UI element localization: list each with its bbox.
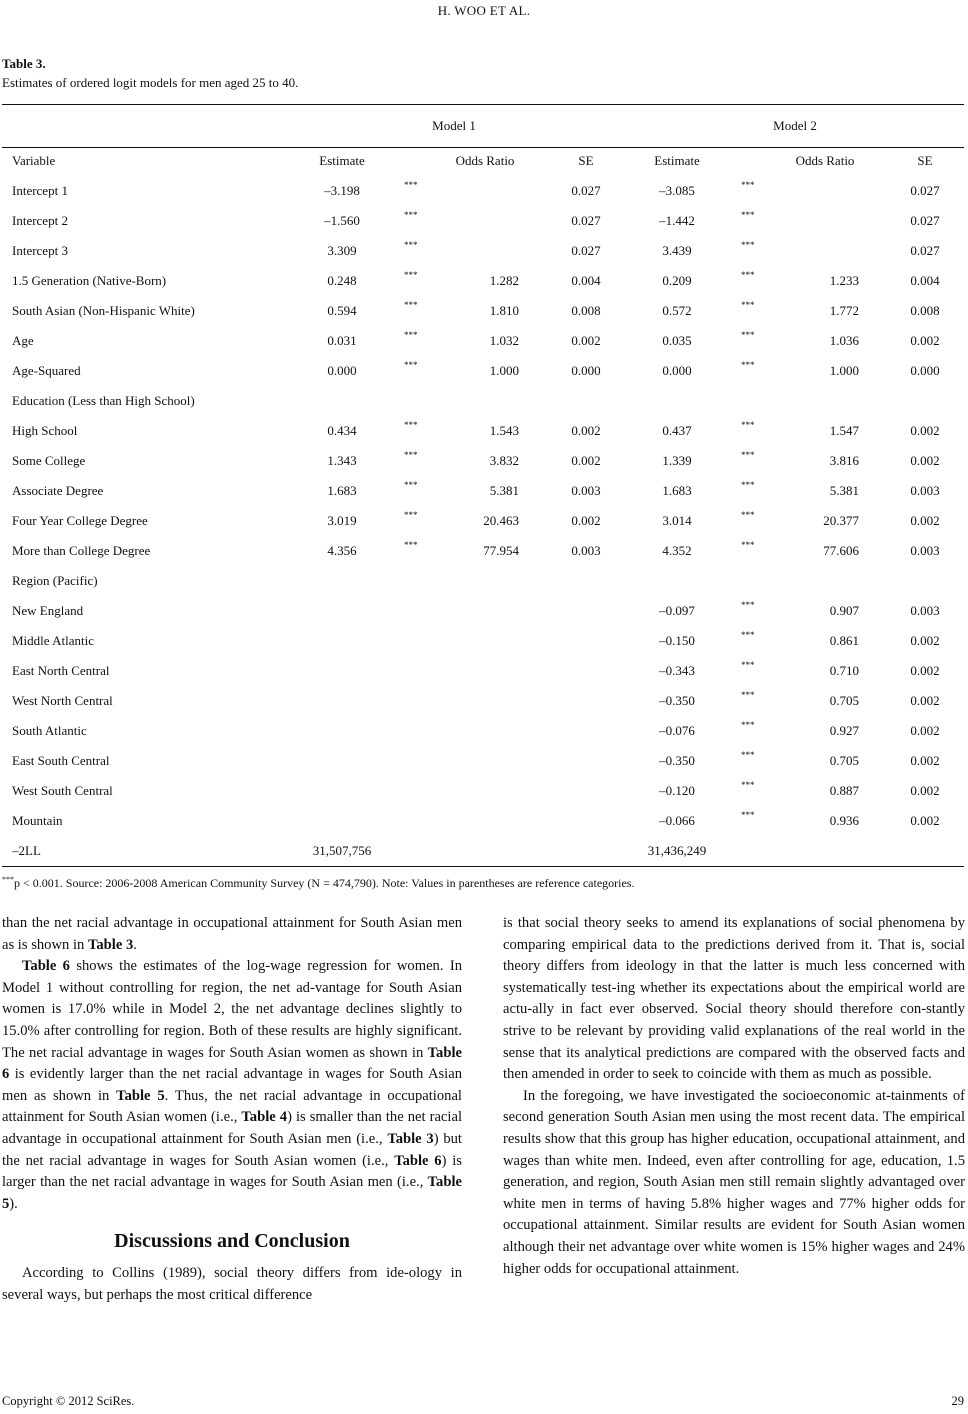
cell-signif-1: ***	[404, 510, 418, 520]
col-header-se-2: SE	[917, 153, 933, 168]
cell-odds-1: 77.954	[483, 543, 519, 558]
cell-se-2: 0.008	[910, 303, 940, 318]
cell-odds-2: 77.606	[823, 543, 859, 558]
cell-odds-2: 1.000	[829, 363, 859, 378]
model1-header: Model 1	[432, 118, 476, 133]
cell-odds-2: 0.705	[829, 693, 859, 708]
cell-se-1: 0.002	[571, 453, 601, 468]
cell-estimate-2: –0.066	[659, 813, 695, 828]
cell-se-2: 0.004	[910, 273, 940, 288]
cell-signif-2: ***	[741, 450, 755, 460]
cell-signif-2: ***	[741, 690, 755, 700]
cell-odds-2: 5.381	[829, 483, 859, 498]
cell-signif-1: ***	[404, 450, 418, 460]
cell-se-1: 0.003	[571, 483, 601, 498]
cell-estimate-2: –0.120	[659, 783, 695, 798]
table-bottom-rule	[2, 866, 964, 867]
section-heading: Discussions and Conclusion	[114, 1230, 350, 1253]
cell-variable: East South Central	[12, 753, 110, 768]
cell-variable: 1.5 Generation (Native-Born)	[12, 273, 167, 288]
cell-variable: More than College Degree	[12, 543, 151, 558]
cell-signif-2: ***	[741, 210, 755, 220]
cell-odds-2: 1.036	[829, 333, 859, 348]
cell-variable: Education (Less than High School)	[12, 393, 195, 408]
cell-variable: Age	[12, 333, 34, 348]
cell-estimate-2: 3.014	[662, 513, 692, 528]
cell-variable: West South Central	[12, 783, 113, 798]
cell-signif-2: ***	[741, 330, 755, 340]
cell-signif-2: ***	[741, 720, 755, 730]
cell-variable: Some College	[12, 453, 86, 468]
cell-variable: Associate Degree	[12, 483, 104, 498]
left-paragraph-1: than the net racial advantage in occupational attainment for South Asian men as is shown in Table 3.	[2, 915, 462, 953]
cell-se-2: 0.000	[910, 363, 940, 378]
cell-estimate-2: –1.442	[659, 213, 695, 228]
cell-se-2: 0.003	[910, 603, 940, 618]
cell-signif-1: ***	[404, 300, 418, 310]
cell-variable: Intercept 3	[12, 243, 68, 258]
cell-se-1: 0.002	[571, 333, 601, 348]
cell-se-2: 0.027	[910, 213, 940, 228]
cell-estimate-1: 1.343	[327, 453, 357, 468]
cell-se-2: 0.002	[910, 663, 940, 678]
cell-signif-2: ***	[741, 360, 755, 370]
cell-variable: South Asian (Non-Hispanic White)	[12, 303, 195, 318]
cell-odds-2: 0.710	[829, 663, 859, 678]
cell-signif-2: ***	[741, 600, 755, 610]
cell-variable: Middle Atlantic	[12, 633, 94, 648]
cell-estimate-1: 4.356	[327, 543, 357, 558]
cell-signif-2: ***	[741, 480, 755, 490]
cell-estimate-2: 1.683	[662, 483, 692, 498]
cell-variable: Intercept 1	[12, 183, 68, 198]
cell-odds-2: 0.907	[829, 603, 859, 618]
cell-signif-1: ***	[404, 330, 418, 340]
cell-se-1: 0.003	[571, 543, 601, 558]
cell-signif-2: ***	[741, 660, 755, 670]
cell-estimate-1: –3.198	[324, 183, 360, 198]
page-number: 29	[951, 1394, 964, 1408]
cell-odds-1: 5.381	[489, 483, 519, 498]
cell-signif-2: ***	[741, 780, 755, 790]
cell-signif-2: ***	[741, 420, 755, 430]
cell-estimate-2: 3.439	[662, 243, 692, 258]
cell-variable: Region (Pacific)	[12, 573, 98, 588]
col-header-odds-1: Odds Ratio	[455, 153, 515, 168]
cell-odds-1: 1.810	[489, 303, 519, 318]
cell-estimate-2: –0.343	[659, 663, 695, 678]
cell-estimate-1: 0.594	[327, 303, 357, 318]
cell-se-1: 0.002	[571, 423, 601, 438]
cell-se-2: 0.002	[910, 813, 940, 828]
cell-se-2: 0.002	[910, 513, 940, 528]
cell-estimate-2: –0.150	[659, 633, 695, 648]
cell-variable: Intercept 2	[12, 213, 68, 228]
cell-signif-2: ***	[741, 750, 755, 760]
table-top-rule	[2, 104, 964, 105]
cell-se-2: 0.002	[910, 633, 940, 648]
footnote-text: p < 0.001. Source: 2006-2008 American Community Survey (N = 474,790). Note: Values in parentheses are reference categories.	[14, 876, 635, 890]
table-subtitle: Estimates of ordered logit models for men aged 25 to 40.	[2, 75, 299, 90]
cell-estimate-1: 0.000	[327, 363, 357, 378]
cell-se-2: 0.002	[910, 333, 940, 348]
cell-signif-1: ***	[404, 180, 418, 190]
cell-signif-2: ***	[741, 240, 755, 250]
cell-signif-1: ***	[404, 210, 418, 220]
footer-copyright: Copyright © 2012 SciRes.	[2, 1394, 135, 1408]
cell-se-2: 0.027	[910, 243, 940, 258]
cell-estimate-2: 0.035	[662, 333, 692, 348]
cell-estimate-1: 3.309	[327, 243, 357, 258]
left-paragraph-3: According to Collins (1989), social theory differs from ide-ology in several ways, but perhaps the most critical difference	[2, 1264, 462, 1303]
model2-header: Model 2	[773, 118, 817, 133]
cell-estimate-2: 0.437	[662, 423, 692, 438]
cell-variable: Age-Squared	[12, 363, 81, 378]
cell-odds-1: 1.000	[489, 363, 519, 378]
ll-model1: 31,507,756	[312, 843, 372, 858]
cell-estimate-1: 0.434	[327, 423, 357, 438]
ll-model2: 31,436,249	[647, 843, 707, 858]
cell-estimate-1: 0.031	[327, 333, 357, 348]
cell-signif-2: ***	[741, 180, 755, 190]
cell-variable: East North Central	[12, 663, 110, 678]
cell-estimate-1: 3.019	[327, 513, 357, 528]
cell-estimate-2: –0.076	[659, 723, 695, 738]
cell-variable: West North Central	[12, 693, 113, 708]
cell-se-2: 0.003	[910, 483, 940, 498]
cell-estimate-2: 4.352	[662, 543, 692, 558]
cell-odds-1: 3.832	[489, 453, 519, 468]
cell-odds-2: 0.861	[829, 633, 859, 648]
cell-se-2: 0.002	[910, 723, 940, 738]
cell-se-2: 0.002	[910, 453, 940, 468]
cell-estimate-1: 1.683	[327, 483, 357, 498]
cell-odds-1: 1.282	[489, 273, 519, 288]
col-header-variable: Variable	[12, 153, 56, 168]
cell-estimate-2: 0.000	[662, 363, 692, 378]
cell-signif-1: ***	[404, 360, 418, 370]
cell-se-1: 0.008	[571, 303, 601, 318]
cell-se-1: 0.000	[571, 363, 601, 378]
cell-estimate-1: –1.560	[324, 213, 360, 228]
cell-estimate-2: –0.350	[659, 693, 695, 708]
cell-estimate-1: 0.248	[327, 273, 357, 288]
cell-signif-2: ***	[741, 510, 755, 520]
cell-signif-2: ***	[741, 300, 755, 310]
cell-signif-2: ***	[741, 540, 755, 550]
cell-estimate-2: 0.209	[662, 273, 692, 288]
left-column	[2, 913, 462, 1306]
cell-odds-2: 0.887	[829, 783, 859, 798]
cell-signif-1: ***	[404, 270, 418, 280]
cell-odds-1: 20.463	[483, 513, 519, 528]
col-header-estimate-1: Estimate	[319, 153, 365, 168]
cell-variable: High School	[12, 423, 78, 438]
cell-odds-2: 3.816	[829, 453, 859, 468]
col-header-estimate-2: Estimate	[654, 153, 700, 168]
cell-signif-1: ***	[404, 420, 418, 430]
cell-odds-2: 1.547	[829, 423, 859, 438]
table-title: Table 3.	[2, 56, 46, 71]
footnote-stars: ***	[2, 875, 14, 884]
cell-signif-2: ***	[741, 810, 755, 820]
cell-odds-2: 1.233	[829, 273, 859, 288]
left-paragraph-2: Table 6 shows the estimates of the log-wage regression for women. In Model 1 without controlling for region, the net ad-vantage for South Asian women is 17.0% while in Model 2, the net advantage declines slightly to 15.0% after controlling for region. Both of these results are highly significant. The net racial advantage in wages for South Asian women as shown in Table 6 is evidently larger than the net racial advantage in wages for South Asian men as shown in Table 5. Thus, the net racial advantage in occupational attainment for South Asian women (i.e., Table 4) is smaller than the net racial advantage in occupational attainment for South Asian men (i.e., Table 3) but the net racial advantage in wages for South Asian women (i.e., Table 6) is larger than the net racial advantage in wages for South Asian men (i.e., Table 5).	[2, 958, 462, 1212]
cell-se-2: 0.002	[910, 423, 940, 438]
cell-estimate-2: 0.572	[662, 303, 692, 318]
cell-signif-2: ***	[741, 270, 755, 280]
cell-se-1: 0.027	[571, 213, 601, 228]
cell-se-2: 0.002	[910, 693, 940, 708]
right-paragraph-2: In the foregoing, we have investigated the socioeconomic at-tainments of second generation South Asian men using the most recent data. The empirical results show that this group has higher education, occupational attainment, and wages than white men. Indeed, even after controlling for age, education, 1.5 generation, and region, South Asian men still remain slightly advantaged over white men in terms of having 5.8% higher wages and 77% higher odds for occupational attainment. Similar results are evident for South Asian women although their net advantage over white women is 15% higher wages and 24% higher odds for occupational attainment.	[503, 1087, 965, 1277]
cell-se-1: 0.002	[571, 513, 601, 528]
cell-odds-1: 1.032	[489, 333, 519, 348]
cell-variable: Mountain	[12, 813, 63, 828]
cell-estimate-2: –0.350	[659, 753, 695, 768]
cell-variable: Four Year College Degree	[12, 513, 148, 528]
cell-signif-2: ***	[741, 630, 755, 640]
cell-odds-1: 1.543	[489, 423, 519, 438]
col-header-odds-2: Odds Ratio	[795, 153, 855, 168]
cell-odds-2: 0.927	[829, 723, 859, 738]
ll-label: –2LL	[12, 843, 41, 858]
cell-estimate-2: –0.097	[659, 603, 695, 618]
cell-variable: South Atlantic	[12, 723, 87, 738]
cell-variable: New England	[12, 603, 84, 618]
cell-se-2: 0.002	[910, 753, 940, 768]
right-paragraph-1: is that social theory seeks to amend its explanations of social phenomena by comparing empirical data to the predictions derived from it. That is, social theory differs from ideology in that the latter is much less concerned with systematically test-ing whether its expectations about the empirical world are actu-ally in fact ever observed. Social theory should therefore con-stantly strive to be relevant by providing valid explanations of the real world in the sense that its analytical predictions are compared with the observed facts and then amended in order to seek to coincide with them as much as possible.	[503, 915, 965, 1083]
table-header-rule	[2, 147, 964, 148]
cell-se-1: 0.027	[571, 183, 601, 198]
cell-estimate-2: 1.339	[662, 453, 692, 468]
cell-signif-1: ***	[404, 480, 418, 490]
cell-odds-2: 20.377	[823, 513, 859, 528]
cell-signif-1: ***	[404, 540, 418, 550]
cell-se-2: 0.002	[910, 783, 940, 798]
cell-estimate-2: –3.085	[659, 183, 695, 198]
right-column	[503, 913, 965, 1280]
cell-signif-1: ***	[404, 240, 418, 250]
running-header: H. WOO ET AL.	[437, 3, 531, 18]
cell-se-2: 0.027	[910, 183, 940, 198]
cell-odds-2: 0.936	[829, 813, 859, 828]
cell-odds-2: 1.772	[829, 303, 859, 318]
table-footnote	[2, 875, 634, 891]
cell-se-2: 0.003	[910, 543, 940, 558]
cell-odds-2: 0.705	[829, 753, 859, 768]
col-header-se-1: SE	[578, 153, 594, 168]
cell-se-1: 0.004	[571, 273, 601, 288]
cell-se-1: 0.027	[571, 243, 601, 258]
